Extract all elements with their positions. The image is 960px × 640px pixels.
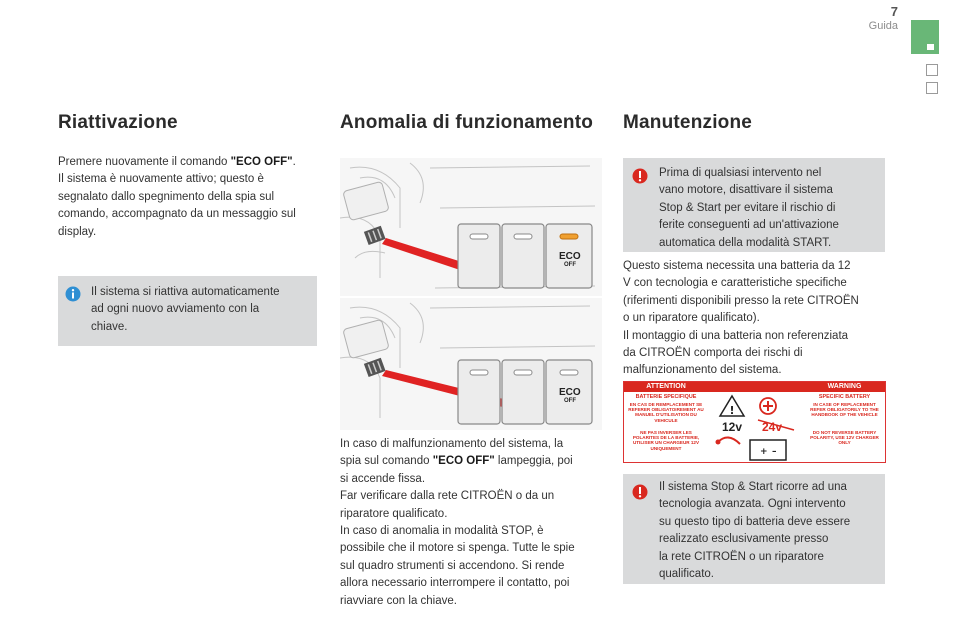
page-number: 7 [890, 4, 898, 19]
anomalia-title: Anomalia di funzionamento [340, 112, 594, 133]
section-tab-active [911, 20, 939, 54]
svg-text:+: + [760, 447, 768, 457]
anomalia-body: In caso di malfunzionamento del sistema, la spia sul comando "ECO OFF" lampeggia, poi si accende fissa. Far verificare dalla rete CITROËN o da un riparatore qualificato. In caso di anomalia in modalità STOP, è possibile che il motore si spenga. Tutte le spie sul quadro strumenti si accendono. Si rende allora necessario interrompere il contatto, poi riavviare con la chiave. [340, 438, 575, 607]
label-warning: WARNING [802, 382, 886, 392]
info-icon [65, 286, 81, 302]
eco-label: ECO [559, 387, 581, 398]
svg-text:–: – [772, 447, 777, 457]
warning-note-battery: Il sistema Stop & Start ricorre ad una tecnologia avanzata. Ogni intervento su questo tipo di batteria deve essere realizzato esclusivamente presso la rete CITROËN o un riparatore qualificato. [623, 474, 885, 584]
off-label: OFF [564, 262, 576, 268]
info-note: Il sistema si riattiva automaticamente ad ogni nuovo avviamento con la chiave. [58, 276, 317, 346]
label-24v: 24v [762, 420, 783, 434]
manutenzione-body: Questo sistema necessita una batteria da 12 V con tecnologia e caratteristiche specifiche (riferimenti disponibili presso la rete CITROËN o un riparatore qualificato). Il montaggio di una batteria non referenziata da CITROËN comporta dei rischi di malfunzionamento del sistema. [623, 260, 859, 377]
warning-note-engine: Prima di qualsiasi intervento nel vano motore, disattivare il sistema Stop & Start per evitare il rischio di ferite conseguenti ad un'attivazione automatica della modalità START. [623, 158, 885, 252]
manutenzione-title: Manutenzione [623, 112, 753, 133]
svg-text:!: ! [729, 404, 735, 417]
riattivazione-title: Riattivazione [58, 112, 178, 133]
section-label: Guida [868, 20, 898, 32]
warning-icon [632, 168, 648, 184]
riattivazione-body: Premere nuovamente il comando "ECO OFF". Il sistema è nuovamente attivo; questo è segnalato dallo spegnimento della spia sul comando, accompagnato da un messaggio sul display. [58, 156, 296, 238]
dashboard-illustration-top [340, 158, 602, 296]
warning-icon [632, 484, 648, 500]
label-attention: ATTENTION [624, 382, 708, 392]
label-12v: 12v [722, 420, 743, 434]
battery-warning-label: ATTENTION WARNING BATTERIE SPECIFIQUE EN CAS DE REMPLACEMENT SE REFERER OBLIGATOIREMENT AU MANUEL D'UTILISATION DU VEHICULE NE PAS INVERSER LES POLARITES DE LA BATTERIE, UTILISER UN CHARGEUR 12V UNIQUEMENT SPECIFIC BATTERY IN CASE OF REPLACEMENT REFER OBLIGATORILY TO THE HANDBOOK OF THE VEHICLE DO NOT REVERSE BATTERY POLARITY, USE 12V CHARGER ONLY ! + – 12v 24v [623, 381, 886, 463]
section-tab [926, 82, 938, 94]
dashboard-illustration-bottom [340, 298, 602, 430]
eco-label: ECO [559, 251, 581, 262]
off-label: OFF [564, 398, 576, 404]
section-tab [926, 64, 938, 76]
